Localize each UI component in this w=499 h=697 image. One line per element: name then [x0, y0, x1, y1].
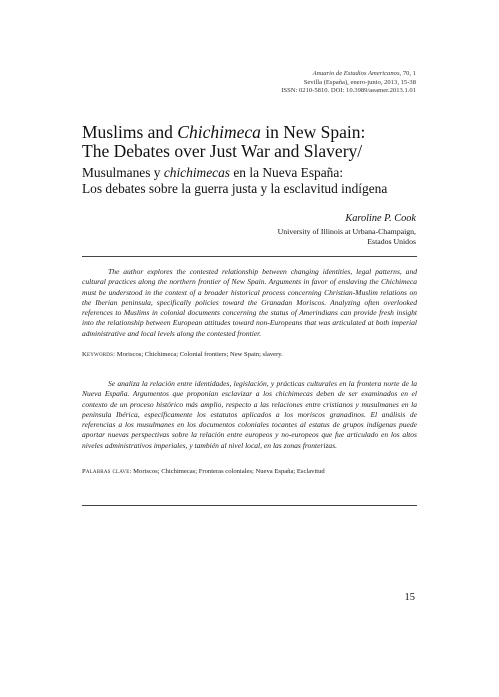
keywords-spanish — [82, 467, 417, 476]
journal-volume: , 70, 1 — [399, 70, 416, 77]
journal-issn-doi: ISSN: 0210-5810. DOI: 10.3989/aeamer.2013.1.01 — [281, 87, 416, 95]
abstract-english: The author explores the contested relationship between changing identities, legal patterns, and cultural practices along the northern frontier of New Spain. Arguments in favor of enslaving the Chichimeca must be understood in the context of a broader historical process concerning Christian-Muslim relations on the Iberian peninsula, specifically policies toward the Granadan Moriscos. Analyzing often overlooked references to Muslims in colonial documents concerning the status of Amerindians can provide fresh insight into the relationship between European attitudes toward non-Europeans that was articulated at both imperial administrative and local levels along the contested frontier. — [82, 267, 417, 338]
journal-citation-line — [281, 70, 416, 79]
title-es-part1: Musulmanes y — [82, 165, 164, 180]
title-es-line2: Los debates sobre la guerra justa y la esclavitud indígena — [82, 180, 388, 196]
author-affiliation-line1: University of Illinois at Urbana-Champaign, — [277, 227, 416, 236]
title-en-italic: Chichimeca — [177, 122, 261, 142]
title-en-line1 — [82, 123, 422, 142]
abstract-spanish: Se analiza la relación entre identidades, legislación, y prácticas culturales en la frontera norte de la Nueva España. Argumentos que proponían esclavizar a los chichimecas deben de ser examinados en el contexto de un proceso histórico más amplio, respecto a las relaciones entre cristianos y musulmanes en la península Ibérica, específicamente los estatutos aplicados a los moriscos granadinos. El análisis de referencias a los musulmanes en los documentos coloniales tocantes al estatus de grupos indígenas puede aportar nuevas perspectivas sobre la relación entre europeos y no-europeos que fue articulado en los altos niveles administrativos imperiales, y también al nivel local, en las zonas fronterizas. — [82, 379, 417, 450]
article-title-english — [82, 123, 422, 161]
title-en-line2: The Debates over Just War and Slavery/ — [82, 141, 363, 161]
title-en-part2: in New Spain: — [260, 122, 366, 142]
title-es-part2: en la Nueva España: — [230, 165, 344, 180]
title-en-part1: Muslims and — [82, 122, 178, 142]
author-block — [278, 212, 416, 247]
author-affiliation-line2: Estados Unidos — [367, 237, 416, 246]
author-name: Karoline P. Cook — [345, 213, 416, 224]
keywords-spanish-text: Moriscos; Chichimecas; Fronteras coloniales; Nueva España; Esclavitud — [133, 468, 325, 475]
title-es-line1 — [82, 165, 422, 181]
keywords-spanish-label: Palabras clave: — [82, 468, 132, 475]
journal-location-date: Sevilla (España), enero-junio, 2013, 15-38 — [303, 78, 416, 86]
journal-name: Anuario de Estudios Americanos — [312, 70, 400, 77]
journal-header — [281, 70, 416, 96]
bottom-divider — [82, 505, 417, 506]
page-number: 15 — [404, 592, 415, 603]
keywords-english-text: Moriscos; Chichimeca; Colonial frontiers; New Spain; slavery. — [116, 351, 283, 358]
article-title-spanish — [82, 165, 422, 196]
keywords-english — [82, 350, 417, 359]
top-divider — [82, 256, 417, 257]
keywords-english-label: Keywords: — [82, 351, 116, 358]
title-es-italic: chichimecas — [163, 165, 231, 180]
